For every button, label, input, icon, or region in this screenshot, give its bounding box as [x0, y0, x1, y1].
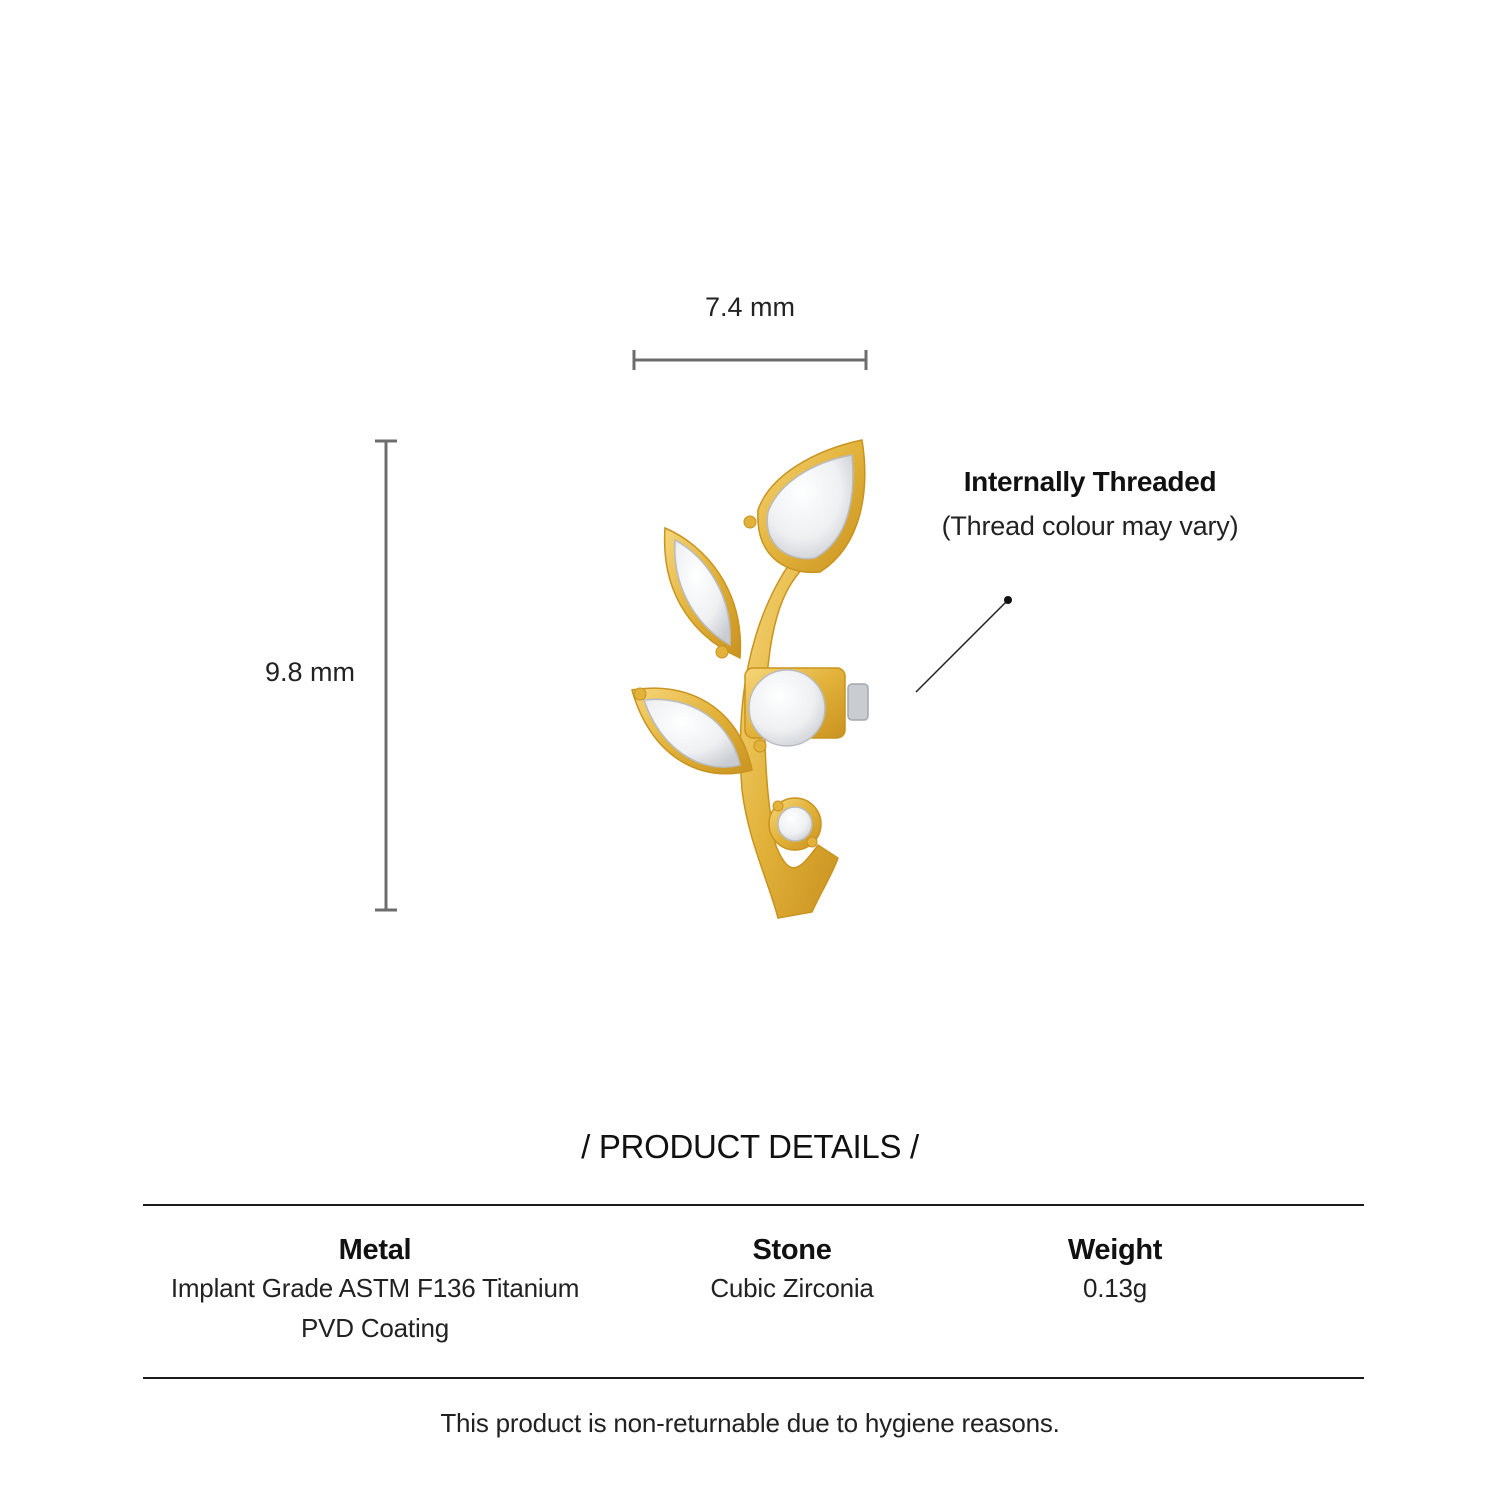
details-column-stone [632, 1232, 952, 1308]
weight-line-1: 0.13g [1082, 1273, 1148, 1303]
thread-post [848, 684, 868, 720]
gold-leaf-branch [632, 440, 868, 918]
returns-note: This product is non-returnable due to hygiene reasons. [440, 1408, 1060, 1438]
details-bottom-divider [143, 1377, 1364, 1379]
stone-title: Stone [752, 1234, 832, 1266]
details-column-metal [135, 1232, 615, 1348]
small-stone [778, 807, 812, 841]
metal-title: Metal [338, 1234, 412, 1266]
width-dimension-line [634, 350, 866, 370]
details-top-divider [143, 1204, 1364, 1206]
weight-title: Weight [1067, 1234, 1163, 1266]
stone-line-1: Cubic Zirconia [710, 1273, 874, 1303]
thread-note-subtitle: (Thread colour may vary) [941, 511, 1239, 541]
height-label: 9.8 mm [264, 657, 356, 687]
thread-note [900, 463, 1280, 551]
round-stone [749, 670, 825, 746]
thread-leader-line [916, 596, 1012, 692]
thread-note-title: Internally Threaded [963, 466, 1217, 497]
details-column-weight [995, 1232, 1235, 1308]
metal-line-2: PVD Coating [300, 1313, 450, 1343]
metal-line-1: Implant Grade ASTM F136 Titanium [170, 1273, 580, 1303]
product-details-heading: / PRODUCT DETAILS / [581, 1128, 919, 1165]
width-label: 7.4 mm [704, 292, 796, 322]
